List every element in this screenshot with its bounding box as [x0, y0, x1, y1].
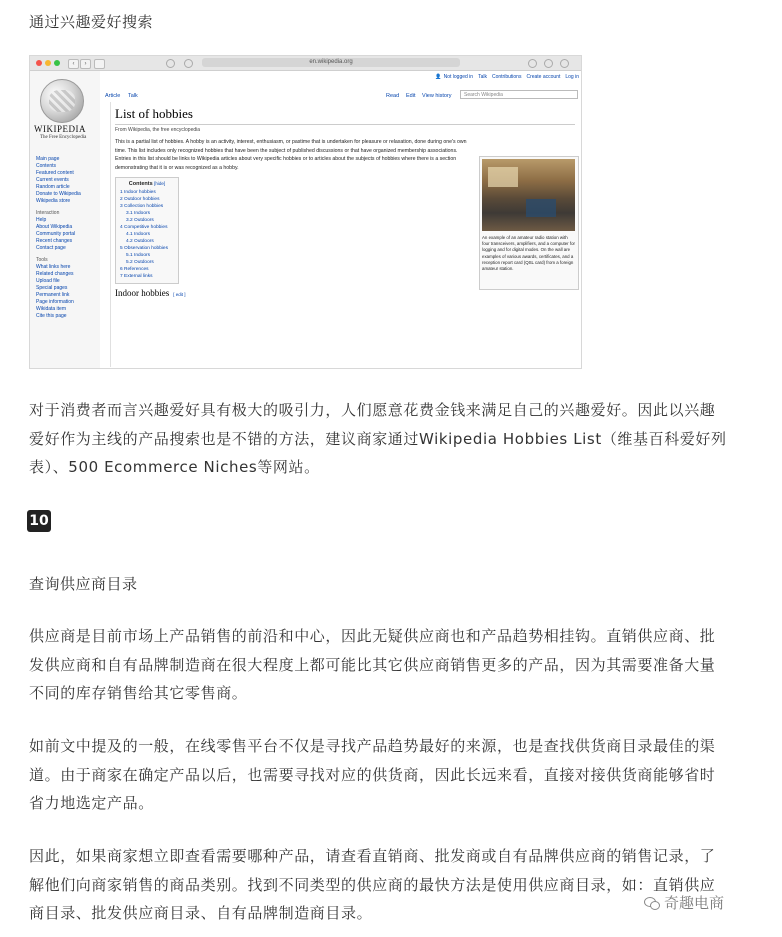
- wiki-search-input: Search Wikipedia: [460, 90, 578, 99]
- toc-item: 1 Indoor hobbies: [120, 190, 156, 195]
- maximize-window-dot-icon: [54, 60, 60, 66]
- wiki-topbar: [100, 71, 581, 101]
- tab-article: Article: [105, 93, 121, 99]
- sidenav-link: Upload file: [36, 278, 60, 284]
- sidenav-link: Related changes: [36, 271, 74, 277]
- paragraph-3: 如前文中提及的一般，在线零售平台不仅是寻找产品趋势最好的来源，也是查找供货商目录最佳的渠道。由于商家在确定产品以后，也需要寻找对应的供货商，因此长远来看，直接对接供货商能够省时省力地选定产品。: [29, 737, 716, 812]
- sidenav-link: Help: [36, 217, 47, 223]
- sidenav-link: Wikidata item: [36, 306, 67, 312]
- user-link: Create account: [526, 74, 561, 80]
- wiki-intro: This is a partial list of hobbies. A hobby is an activity, interest, enthusiasm, or pastime that is undertaken for pleasure or relaxation, done during one's own time. This list includes only recognized hobbies that have been the subject of published discussions or that have organized membership associations. Entries in this list should be links to Wikipedia articles about very specific hobbies or to articles about the subjects of hobbies where there is a section demonstrating that it is or was recognized as a hobby.: [115, 139, 467, 171]
- shield-icon: [184, 59, 193, 68]
- user-link: Log in: [565, 74, 579, 80]
- watermark: [644, 892, 724, 913]
- wikipedia-tagline: The Free Encyclopedia: [40, 135, 87, 140]
- wiki-sidenav: [36, 156, 98, 320]
- sidenav-link: Cite this page: [36, 313, 67, 319]
- sidenav-link: Featured content: [36, 170, 74, 176]
- browser-chrome: [30, 56, 581, 71]
- tab-talk: Talk: [128, 93, 138, 99]
- toc-item: 3.1 Indoors: [126, 211, 151, 216]
- toc-item: 5 Observation hobbies: [120, 246, 168, 251]
- sidebar-toggle-icon: [94, 59, 105, 69]
- toc-item: 5.1 Indoors: [126, 253, 151, 258]
- toc-item: 3.2 Outdoors: [126, 218, 154, 223]
- thumbnail-caption: An example of an amateur radio station with four transceivers, amplifiers, and a computer for logging and for digital modes. On the wall are examples of various awards, certificates, and a reception report card (QSL card) from a foreign amateur station.: [482, 235, 575, 272]
- sidenav-link: About Wikipedia: [36, 224, 73, 230]
- user-links: [430, 74, 579, 80]
- reload-icon: [560, 59, 569, 68]
- paragraph-1: 对于消费者而言兴趣爱好具有极大的吸引力，人们愿意花费金钱来满足自己的兴趣爱好。因此以兴趣爱好作为主线的产品搜索也是不错的方法，建议商家通过Wikipedia Hobbies List（维基百科爱好列表）、500 Ecommerce Niches等网站。: [29, 401, 727, 476]
- wikipedia-wordmark: WIKIPEDIA: [34, 124, 86, 134]
- wiki-section-heading: Indoor hobbies [ edit ]: [115, 288, 186, 298]
- sidenav-link: Contents: [36, 163, 57, 169]
- sidenav-link: Random article: [36, 184, 70, 190]
- wiki-sidebar: [30, 71, 100, 368]
- paragraph-2: 供应商是目前市场上产品销售的前沿和中心，因此无疑供应商也和产品趋势相挂钩。直销供应商、批发供应商和自有品牌制造商在很大程度上都可能比其它供应商销售更多的产品，因为其需要准备大量不同的库存销售给其它零售商。: [29, 627, 716, 702]
- paragraph-4: 因此，如果商家想立即查看需要哪种产品，请查看直销商、批发商或自有品牌供应商的销售记录，了解他们向商家销售的商品类别。找到不同类型的供应商的最快方法是使用供应商目录，如：直销供应商目录、批发供应商目录、自有品牌制造商目录。: [29, 847, 716, 922]
- toc-hide-link: [hide]: [154, 181, 166, 186]
- article-heading: 通过兴趣爱好搜索: [29, 13, 154, 31]
- tab-edit: Edit: [406, 93, 416, 99]
- minimize-window-dot-icon: [45, 60, 51, 66]
- back-arrow-icon: ‹: [68, 59, 79, 69]
- wikipedia-globe-logo-icon: [40, 79, 84, 123]
- sidenav-link: Page information: [36, 299, 74, 305]
- toc-item: 3 Collection hobbies: [120, 204, 164, 209]
- wiki-thumbnail: [479, 156, 579, 290]
- sidenav-group-label: Interaction: [36, 210, 60, 216]
- toc-item: 4 Competitive hobbies: [120, 225, 168, 230]
- toc-item: 4.2 Outdoors: [126, 239, 154, 244]
- toc-item: 4.1 Indoors: [126, 232, 151, 237]
- user-link: Contributions: [491, 74, 522, 80]
- toc-item: 5.2 Outdoors: [126, 260, 154, 265]
- user-link: Talk: [478, 74, 487, 80]
- tab-view-history: View history: [422, 93, 452, 99]
- sidenav-link: Main page: [36, 156, 60, 162]
- toc-item: 6 References: [120, 267, 149, 272]
- section-number-badge: 10: [27, 510, 51, 532]
- amateur-radio-photo: [482, 159, 575, 231]
- sidenav-link: Wikipedia store: [36, 198, 71, 204]
- sidenav-link: Current events: [36, 177, 69, 183]
- share-icon: [528, 59, 537, 68]
- close-window-dot-icon: [36, 60, 42, 66]
- sidenav-link: Donate to Wikipedia: [36, 191, 81, 197]
- privacy-icon: [166, 59, 175, 68]
- sidenav-group-label: Tools: [36, 257, 48, 263]
- sidenav-link: Community portal: [36, 231, 76, 237]
- wechat-logo-icon: [644, 896, 660, 910]
- table-of-contents: [115, 177, 179, 284]
- toc-item: 7 External links: [120, 274, 153, 279]
- section-subheading: 查询供应商目录: [29, 575, 138, 593]
- wikipedia-screenshot: [29, 55, 582, 369]
- tab-read: Read: [386, 93, 400, 99]
- toc-item: 2 Outdoor hobbies: [120, 197, 160, 202]
- sidenav-link: What links here: [36, 264, 71, 270]
- sidenav-link: Recent changes: [36, 238, 73, 244]
- sidenav-link: Special pages: [36, 285, 68, 291]
- sidenav-link: Contact page: [36, 245, 66, 251]
- forward-arrow-icon: ›: [80, 59, 91, 69]
- user-icon: 👤: [435, 74, 442, 80]
- wiki-page-title: List of hobbies: [115, 106, 575, 125]
- toc-title: Contents [hide]: [128, 181, 166, 187]
- section-edit-link: [ edit ]: [173, 292, 186, 297]
- tabs-icon: [544, 59, 553, 68]
- wiki-from-line: From Wikipedia, the free encyclopedia: [115, 127, 201, 133]
- user-link: Not logged in: [443, 74, 474, 80]
- address-bar: en.wikipedia.org: [202, 58, 460, 67]
- sidenav-link: Permanent link: [36, 292, 70, 298]
- watermark-text: 奇趣电商: [664, 894, 725, 912]
